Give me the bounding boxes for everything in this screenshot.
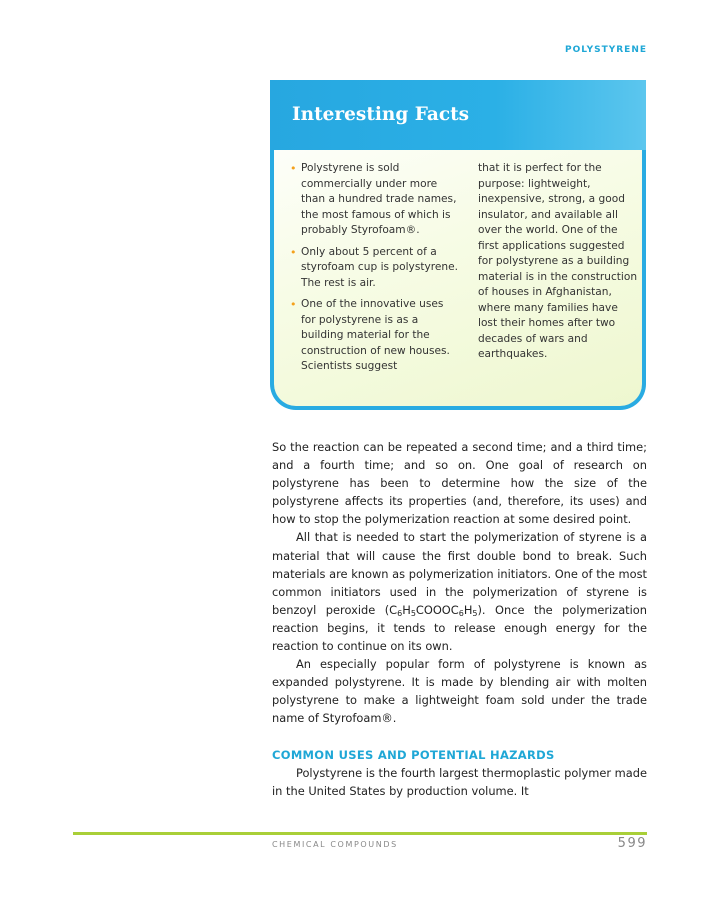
fact-text: One of the innovative uses for polystyrene is as a building material for the construction of new houses. Scientists suggest — [301, 298, 450, 372]
footer-rule — [73, 832, 647, 835]
footer-book-title: CHEMICAL COMPOUNDS — [272, 840, 398, 849]
facts-title: Interesting Facts — [292, 104, 470, 125]
fact-text: Polystyrene is sold commercially under more than a hundred trade names, the most famous of which is probably Styrofoam®. — [301, 162, 457, 236]
body-text — [272, 438, 647, 800]
paragraph-text: All that is needed to start the polymerization of styrene is a material that will cause the first double bond to break. Such materials are known as polymerization initiators. One of the most common initiators used in the polymerization of styrene is benzoyl peroxide ( — [272, 530, 647, 617]
paragraph-text: ). Once the polymerization reaction begins, it tends to release enough energy for the reaction to continue on its own. — [272, 602, 647, 654]
facts-left-column — [288, 161, 458, 381]
section-heading: COMMON USES AND POTENTIAL HAZARDS — [272, 747, 555, 762]
interesting-facts-sidebar — [270, 80, 646, 410]
paragraph: So the reaction can be repeated a second time; and a third time; and a fourth time; and so on. One goal of research on polystyrene has been to determine how the size of the polystyrene affects its properties (and, therefore, its uses) and how to stop the polymerization reaction at some desired point. — [272, 440, 647, 527]
paragraph: An especially popular form of polystyrene is known as expanded polystyrene. It is made by blending air with molten polystyrene to make a lightweight foam sold under the trade name of Styrofoam®. — [272, 657, 647, 726]
paragraph — [272, 528, 647, 655]
fact-text-continued: that it is perfect for the purpose: lightweight, inexpensive, strong, a good insulator, and available all over the world. One of the first applications suggested for polystyrene as a building material is in the construction of houses in Afghanistan, where many families have lost their homes after two decades of wars and earthquakes. — [478, 162, 638, 360]
bullet-icon: • — [290, 298, 297, 311]
fact-bullet — [288, 245, 458, 292]
fact-text: Only about 5 percent of a styrofoam cup is polystyrene. The rest is air. — [301, 245, 458, 289]
page-number: 599 — [617, 836, 647, 851]
fact-bullet — [288, 161, 458, 239]
fact-bullet — [288, 297, 458, 375]
bullet-icon: • — [290, 245, 297, 259]
running-head: POLYSTYRENE — [565, 45, 647, 55]
facts-right-column — [478, 161, 638, 363]
paragraph: Polystyrene is the fourth largest thermoplastic polymer made in the United States by production volume. It — [272, 765, 647, 798]
bullet-icon: • — [290, 162, 297, 175]
chemical-formula: $C_6H_5COOOC_6H_5$ — [389, 602, 478, 618]
